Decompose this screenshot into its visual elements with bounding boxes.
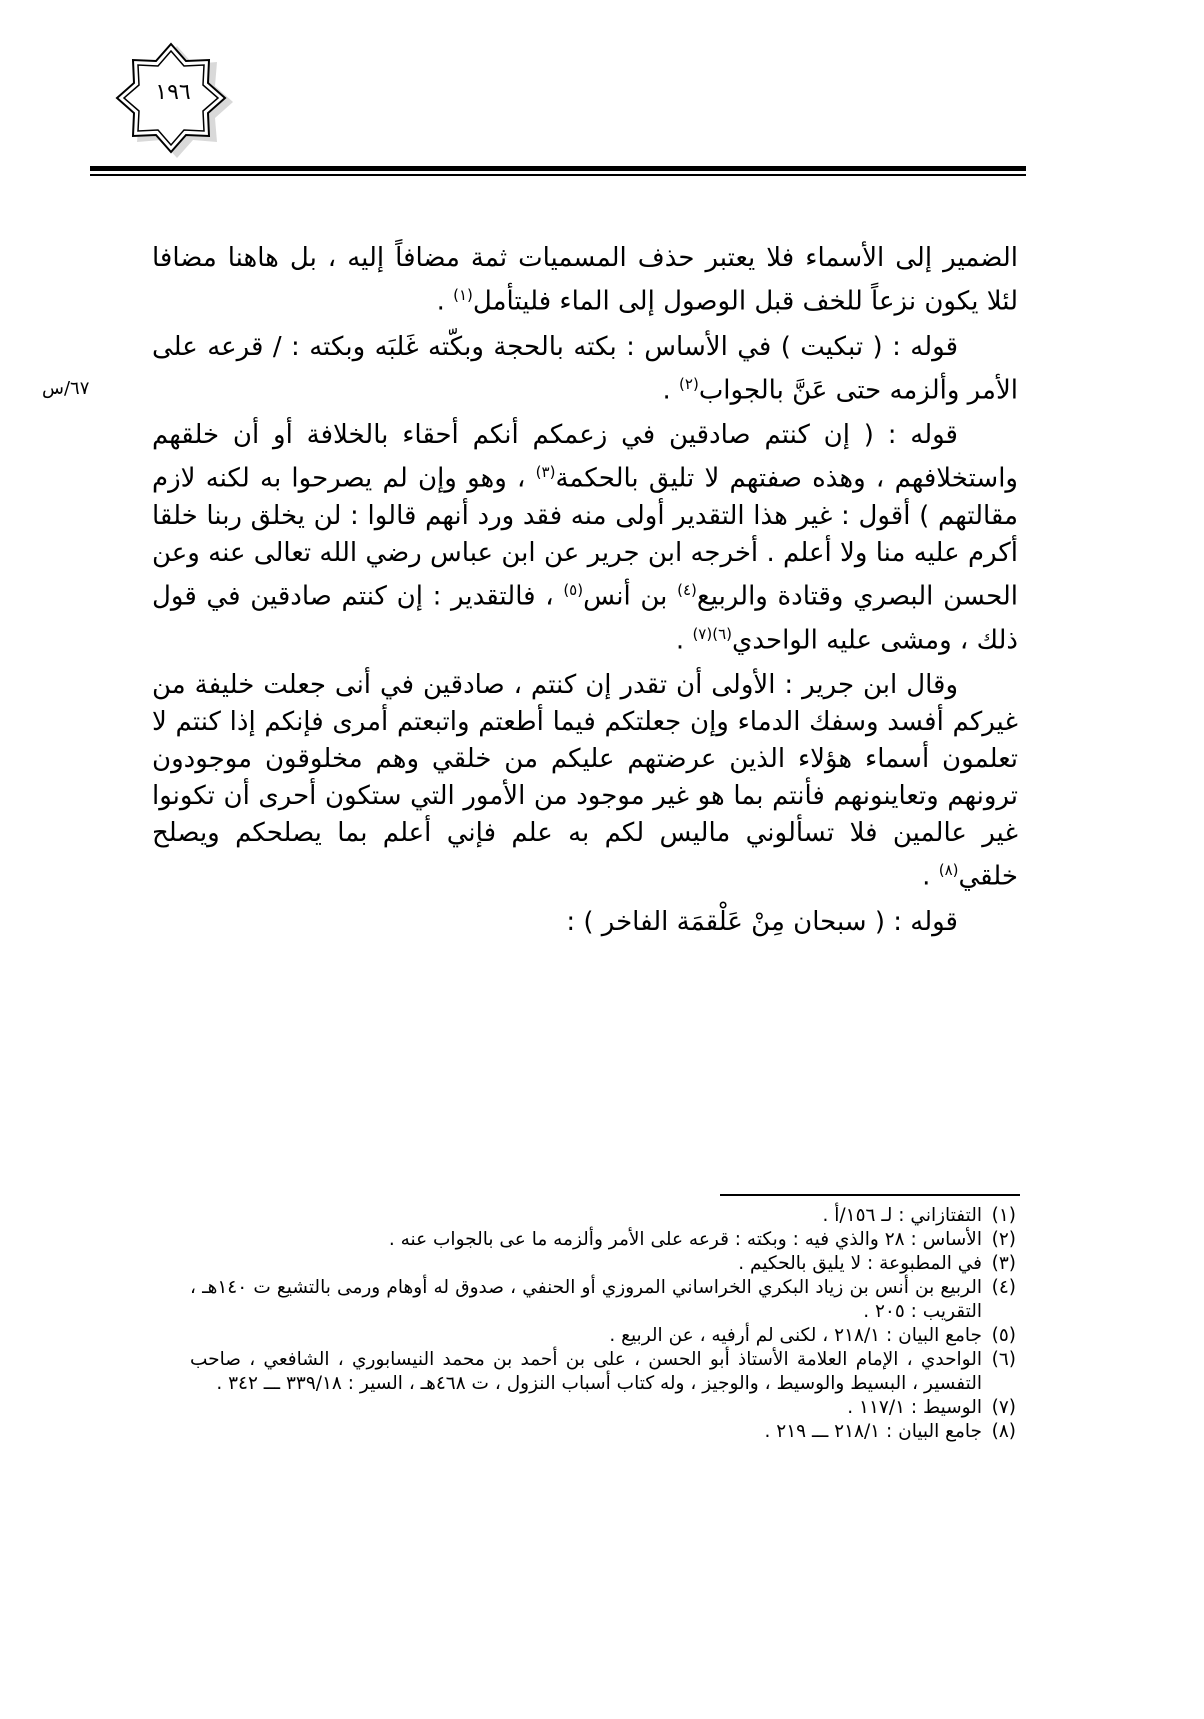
footnote-number: (٥) [991,1325,1016,1346]
footnote-number: (٢) [991,1229,1016,1250]
paragraph-text: . [922,861,939,892]
footnote-marker: (٨) [938,861,959,880]
paragraph [152,417,1018,659]
header-rule-thin [90,174,1026,176]
footnote-number: (٣) [991,1253,1016,1274]
footnote [190,1204,1016,1228]
page-number: ١٩٦ [155,80,191,105]
footnote-text: الواحدي ، الإمام العلامة الأستاذ أبو الحسن ، على بن أحمد بن محمد النيسابوري ، الشافعي ، صاحب التفسير ، البسيط والوسيط ، والوجيز ، وله كتاب أسباب النزول ، ت ٤٦٨هـ ، السير : ٣٣٩/١٨ ـــ ٣٤٢ . [190,1349,982,1394]
footnote-text: جامع البيان : ٢١٨/١ ، لكنى لم أرفيه ، عن الربيع . [609,1325,982,1346]
footnote [190,1396,1016,1420]
footnote-text: الربيع بن أنس بن زياد البكري الخراساني المروزي أو الحنفي ، صدوق له أوهام ورمى بالتشيع ت ١٤٠هـ ، التقريب : ٢٠٥ . [190,1277,982,1322]
paragraph-text: قوله : ( سبحان مِنْ عَلْقمَة الفاخر ) : [566,906,958,937]
footnote-number: (٦) [991,1349,1016,1370]
footnote-text: الوسيط : ١١٧/١ . [847,1397,982,1418]
paragraph [152,904,1018,941]
paragraph-text: . [436,286,454,317]
footnote [190,1420,1016,1444]
paragraph-text: وقال ابن جرير : الأولى أن تقدر إن كنتم ، صادقين في أنى جعلت خليفة من غيركم أفسد وسفك الدماء وإن جعلتكم فيما أطعتم واتبعتم أمرى فإنكم إذا كنتم لا تعلمون أسماء هؤلاء الذين عرضتهم عليكم من خلقي وهم مخلوقون موجودون ترونهم وتعاينونهم فأنتم بما هو غير موجود من الأمور التي ستكون أحرى أن تكونوا غير عالمين فلا تسألوني ماليس لكم به علم فإني أعلم بما يصلحكم ويصلح خلقي [152,670,1018,892]
footnote-separator [720,1194,1020,1196]
header-rule-thick [90,166,1026,171]
footnote-number: (٨) [991,1421,1016,1442]
main-text [152,240,1018,949]
footnote-marker: (١) [453,286,473,304]
footnote-marker: (٤) [677,580,697,599]
footnote-number: (٧) [991,1397,1016,1418]
paragraph-text: . [675,625,693,656]
footnote-marker: (٣) [535,463,556,482]
paragraph [152,329,1018,410]
paragraph-text: بن أنس [583,581,678,612]
footnote [190,1324,1016,1348]
footnote-number: (١) [991,1205,1016,1226]
footnote-text: في المطبوعة : لا يليق بالحكيم . [738,1253,982,1274]
paragraph [152,240,1018,321]
paragraph-text: الضمير إلى الأسماء فلا يعتبر حذف المسميات ثمة مضافاً إليه ، بل هاهنا مضافا لئلا يكون نزعاً للخف قبل الوصول إلى الماء فليتأمل [152,243,1018,317]
footnote-text: الأساس : ٢٨ والذي فيه : وبكته : قرعه على الأمر وألزمه ما عى بالجواب عنه . [388,1229,982,1250]
footnote-marker: (٥) [563,580,584,599]
margin-manuscript-note: ٦٧/س [42,378,90,399]
paragraph [152,667,1018,896]
footnote [190,1276,1016,1324]
footnote [190,1348,1016,1396]
paragraph-text: ، وهو وإن لم يصرحوا به لكنه لازم مقالتهم ) أقول : غير هذا التقدير أولى منه فقد ورد أنهم قالوا : لن يخلق ربنا خلقا أكرم عليه منا ولا أعلم . أخرجه ابن جرير عن ابن عباس رضي الله تعالى عنه وعن الحسن البصري وقتادة والربيع [152,463,1019,612]
footnote [190,1252,1016,1276]
footnote-marker: (٦)(٧) [692,624,732,643]
page-number-badge [108,40,238,160]
footnote-text: التفتازاني : لـ ١٥٦/أ . [822,1205,982,1226]
paragraph-text: . [662,375,680,406]
paragraph-text: قوله : ( إن كنتم صادقين في زعمكم أنكم أحقاء بالخلافة أو أن خلقهم واستخلافهم ، وهذه صفتهم لا تليق بالحكمة [152,420,1018,494]
footnotes [190,1204,1016,1444]
paragraph-text: ، فالتقدير : إن كنتم صادقين في قول ذلك ، ومشى عليه الواحدي [152,581,1018,656]
paragraph-text: قوله : ( تبكيت ) في الأساس : بكته بالحجة وبكّته غَلبَه وبكته : / قرعه على الأمر وألزمه حتى عَنَّ بالجواب [152,331,1018,406]
footnote [190,1228,1016,1252]
footnote-text: جامع البيان : ٢١٨/١ ـــ ٢١٩ . [764,1421,982,1442]
footnote-number: (٤) [991,1277,1016,1298]
footnote-marker: (٢) [679,374,699,393]
